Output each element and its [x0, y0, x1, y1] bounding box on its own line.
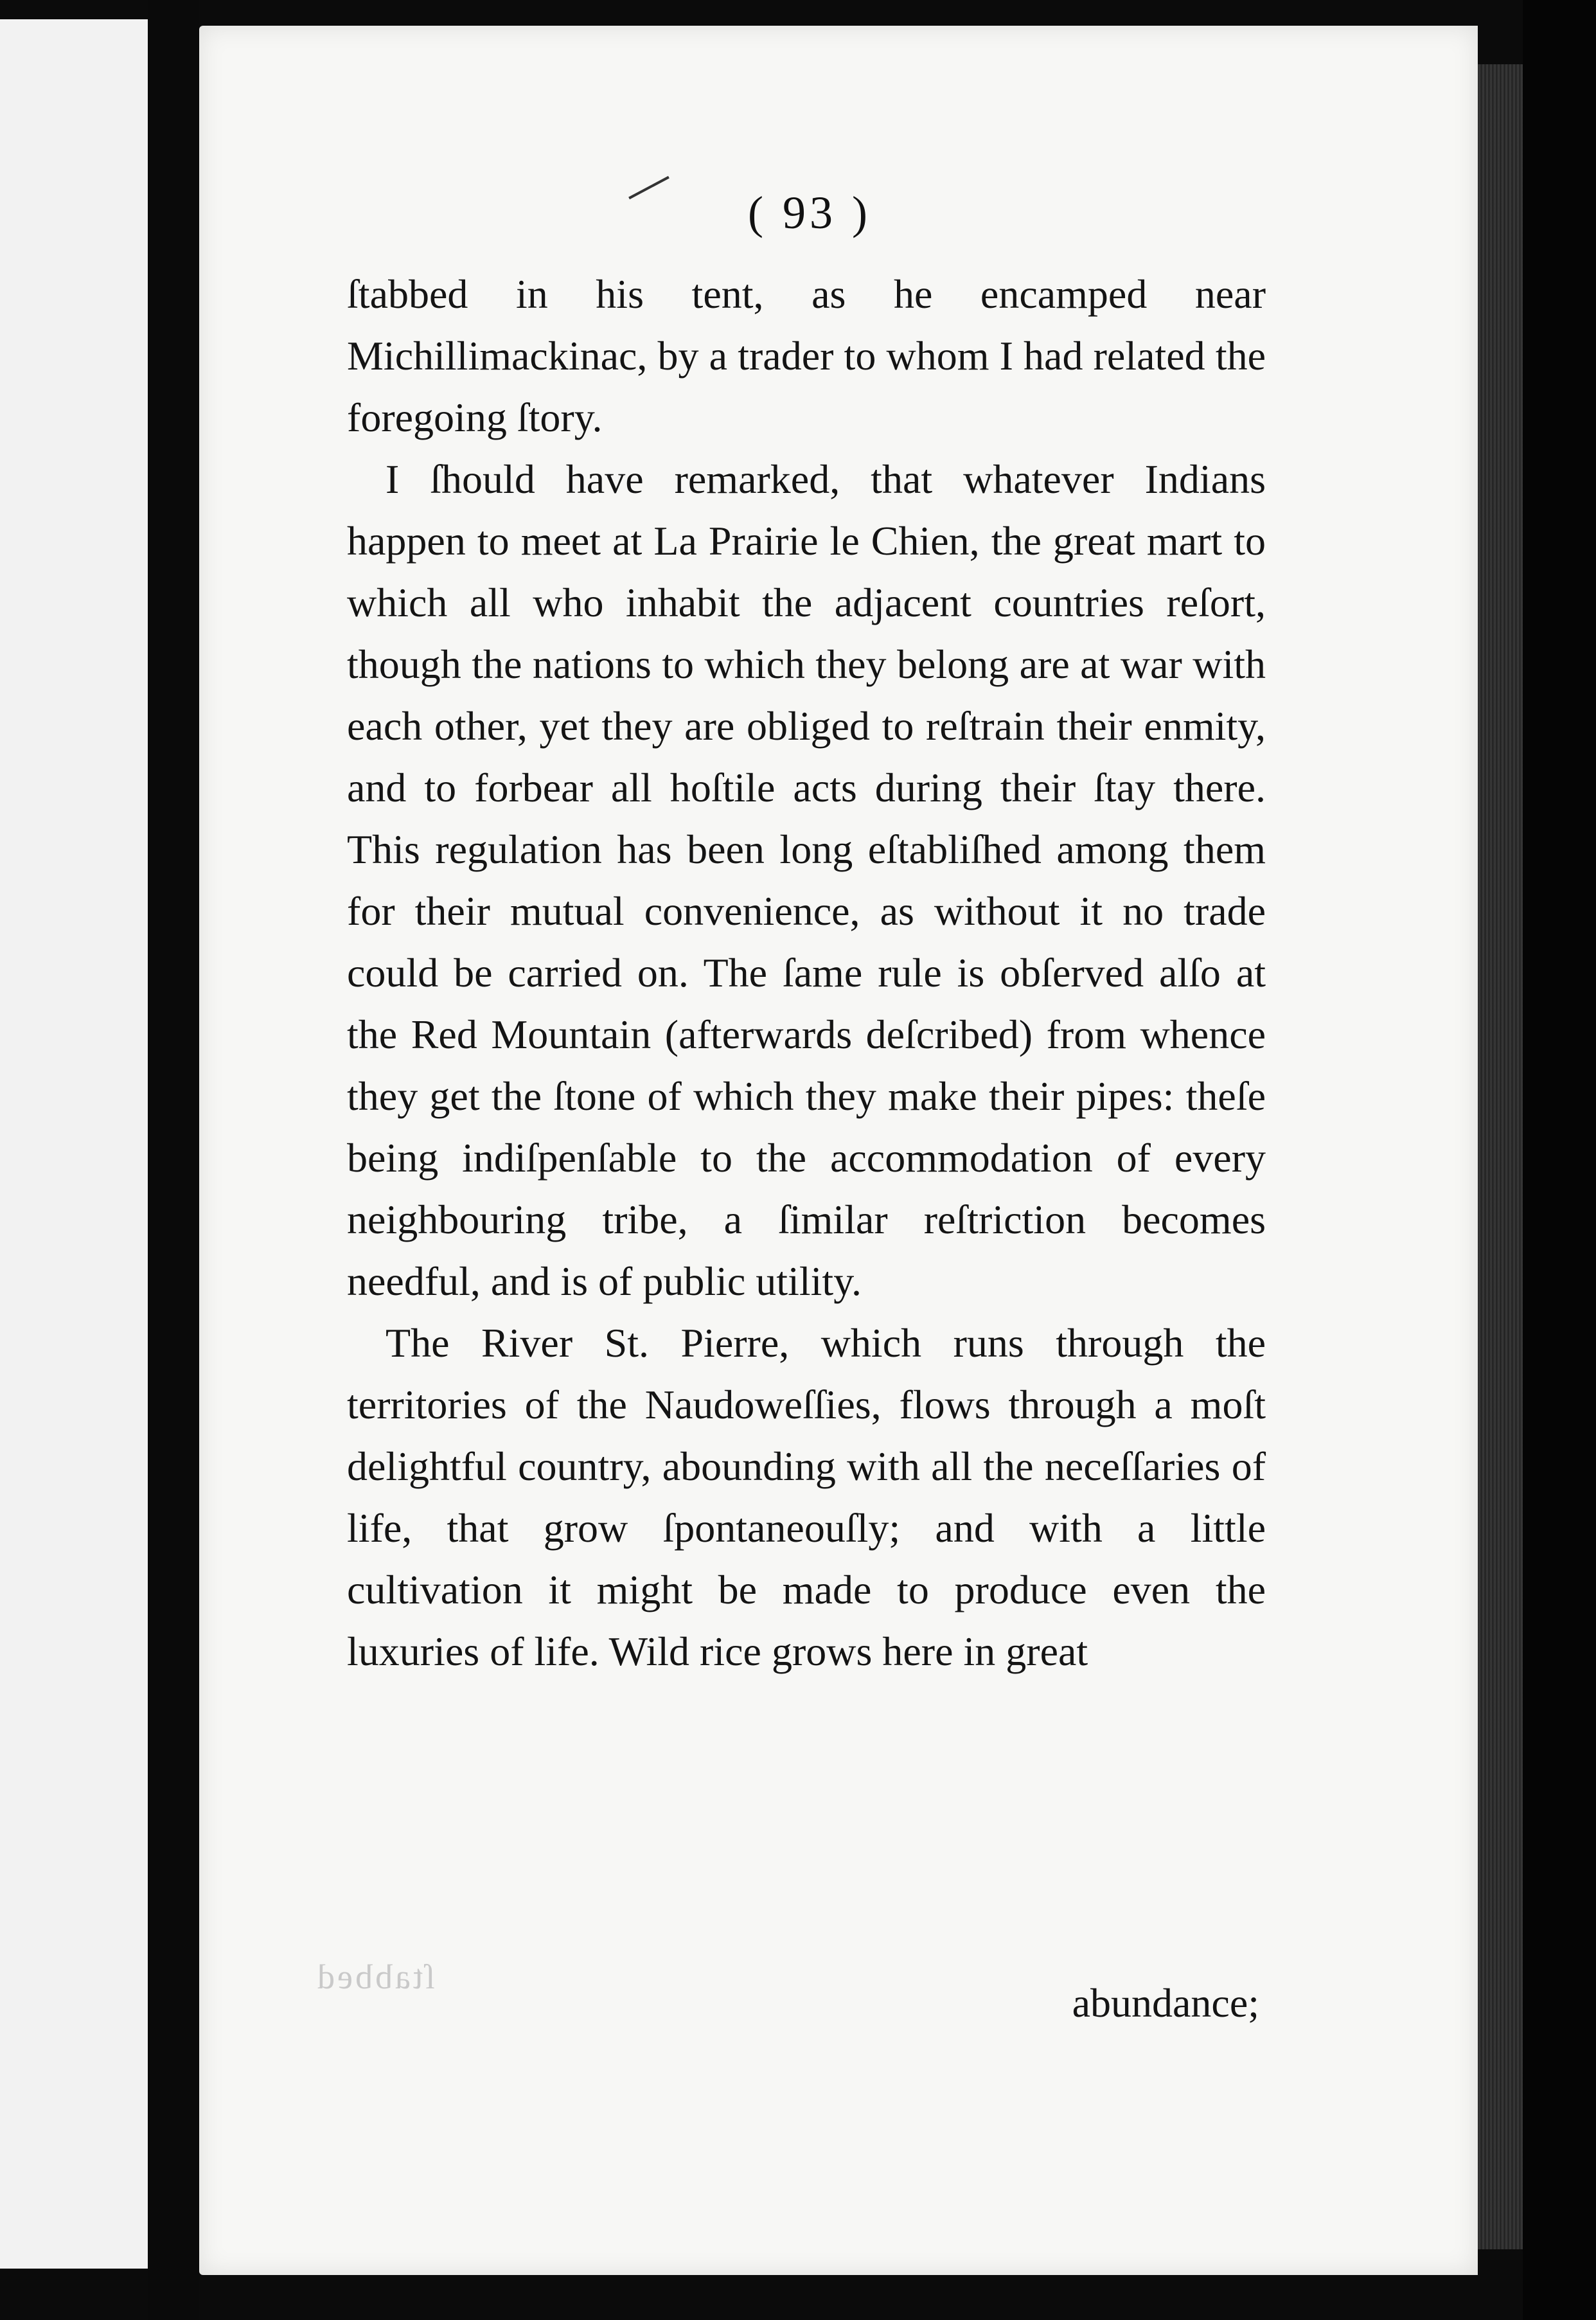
paragraph-1: ſtabbed in his tent, as he encamped near Michillimackinac, by a trader to whom I had related the foregoing ſtory. [347, 271, 1266, 440]
body-text [347, 263, 1266, 1682]
paragraph-3: The River St. Pierre, which runs through the territories of the Naudoweſſies, flows through a moſt delightful country, abounding with all the neceſſaries of life, that grow ſpontaneouſly; and with a little cultivation it might be made to produce even the luxuries of life. Wild rice grows here in great [347, 1320, 1266, 1674]
catchword: abundance; [1072, 1980, 1259, 2026]
bleed-through-text: ſtabbed [315, 1958, 435, 1996]
left-page-fragment [0, 19, 148, 2269]
page-number: ( 93 ) [748, 187, 871, 238]
book-gutter [148, 0, 199, 2320]
page-edges [1478, 64, 1523, 2249]
background-right [1523, 0, 1596, 2320]
paragraph-2: I ſhould have remarked, that whatever Indians happen to meet at La Prairie le Chien, the great mart to which all who inhabit the adjacent countries reſort, though the nations to which they belong are at war with each other, yet they are obliged to reſtrain their enmity, and to forbear all hoſtile acts during their ſtay there. This regulation has been long eſtabliſhed among them for their mutual convenience, as without it no trade could be carried on. The ſame rule is obſerved alſo at the Red Mountain (afterwards deſcribed) from whence they get the ſtone of which they make their pipes: theſe being indiſpenſable to the accommodation of every neighbouring tribe, a ſimilar reſtriction becomes needful, and is of public utility. [347, 456, 1266, 1304]
